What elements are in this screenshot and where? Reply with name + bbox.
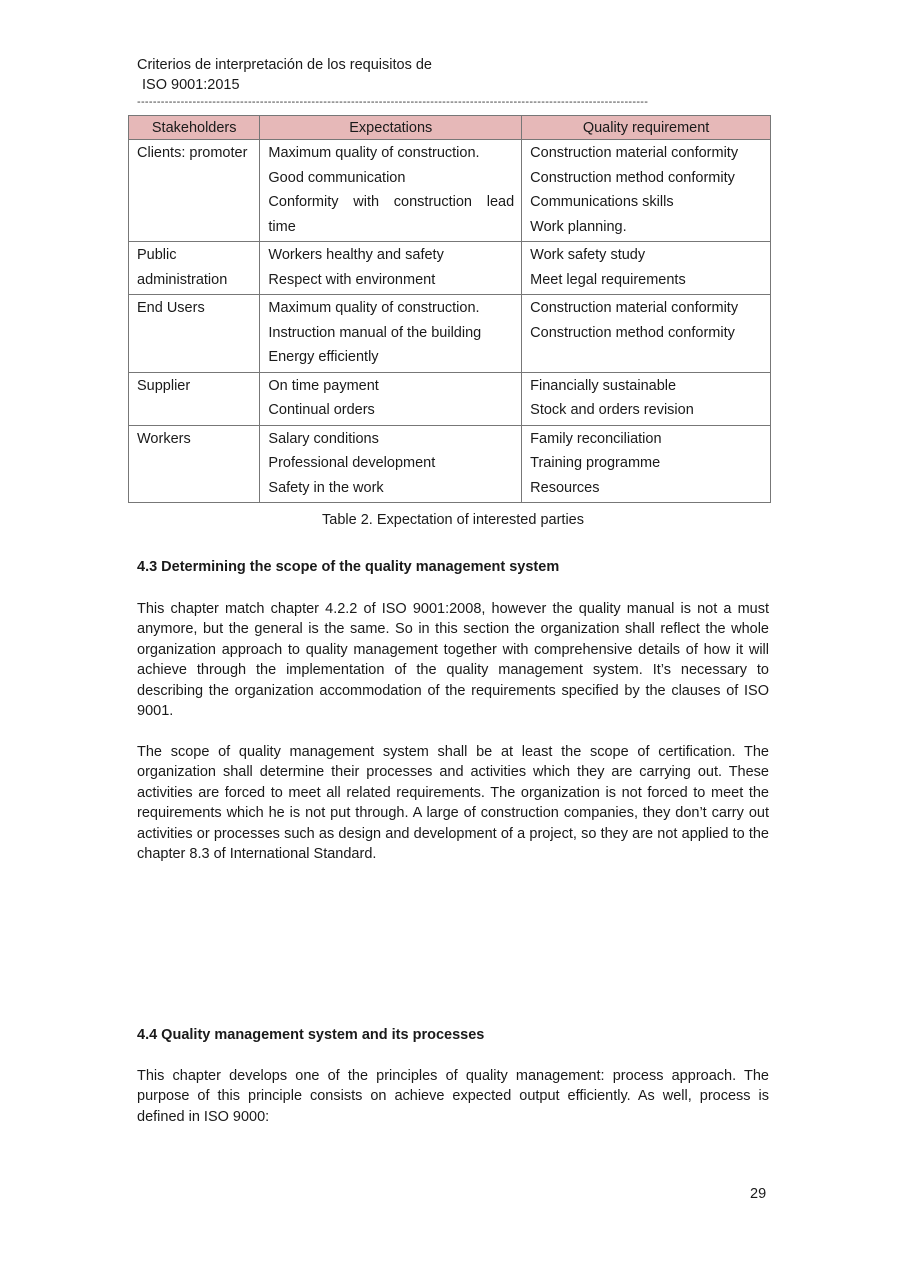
cell-line: Work planning. [530,218,627,235]
table-caption: Table 2. Expectation of interested parties [322,512,584,528]
cell-line: Public [137,247,177,263]
cell-line: Clients: promoter [137,145,248,161]
cell-line: Good communication [268,169,406,186]
cell-line: Construction method conformity [530,324,735,341]
expectations-cell [260,242,522,295]
requirements-cell [522,372,771,425]
column-header-expectations: Expectations [260,116,522,140]
cell-line: time [268,218,296,235]
section-heading-4-4: 4.4 Quality management system and its processes [137,1027,485,1043]
running-header [137,55,777,95]
cell-line: Instruction manual of the building [268,324,482,341]
cell-line: Stock and orders revision [530,402,694,418]
cell-line: Resources [530,479,600,496]
table-header-row [129,116,771,140]
cell-line: administration [137,271,228,288]
stakeholder-cell [129,372,260,425]
cell-line: End Users [137,300,205,316]
cell-line: Continual orders [268,402,375,418]
section-4-3-paragraph-1: This chapter match chapter 4.2.2 of ISO 9001:2008, however the quality manual is not a must anymore, but the general is the same. So in this section the organization shall reflect the whole organization approach to quality management together with comprehensive details of how it will achieve through the implementation of the quality management system. It’s necessary to describing the organization accommodation of the requirements specified by the clauses of ISO 9001. [137,601,769,720]
section-4-4-paragraph-1: This chapter develops one of the principles of quality management: process approach. The purpose of this principle consists on achieve expected output efficiently. As well, process is defined in ISO 9000: [137,1068,769,1125]
expectations-cell [260,140,522,242]
cell-line: Construction material conformity [530,145,739,161]
table-row [129,425,771,503]
header-title-line2: ISO 9001:2015 [142,77,240,93]
cell-line: Construction material conformity [530,300,739,316]
cell-line: Financially sustainable [530,377,677,394]
cell-line: Energy efficiently [268,349,379,365]
cell-line: Communications skills [530,194,674,210]
stakeholder-cell [129,242,260,295]
cell-line: Workers [137,430,191,447]
header-title-line1: Criterios de interpretación de los requisitos de [137,57,432,73]
cell-line: Workers healthy and safety [268,247,444,263]
stakeholder-cell [129,140,260,242]
stakeholder-cell [129,425,260,503]
requirements-cell [522,242,771,295]
page-number: 29 [750,1186,767,1202]
requirements-cell [522,140,771,242]
cell-line: Training programme [530,455,661,471]
cell-line: Construction method conformity [530,169,735,186]
cell-line: On time payment [268,377,379,394]
expectations-cell [260,372,522,425]
expectations-cell [260,425,522,503]
cell-line: Professional development [268,455,436,471]
cell-line: Safety in the work [268,479,384,496]
requirements-cell [522,425,771,503]
cell-line: Maximum quality of construction. [268,145,480,161]
cell-line: Maximum quality of construction. [268,300,480,316]
table-row [129,372,771,425]
section-heading-4-3: 4.3 Determining the scope of the quality management system [137,559,560,575]
cell-line: Work safety study [530,247,646,263]
cell-line: Family reconciliation [530,430,662,447]
expectations-cell [260,295,522,373]
stakeholder-cell [129,295,260,373]
header-divider: --------------------------------------------------------------------------------------------------------------------------------- [137,96,649,108]
column-header-stakeholders: Stakeholders [129,116,260,140]
cell-line: Respect with environment [268,271,436,288]
cell-line: Conformity with construction lead [268,194,515,210]
cell-line: Salary conditions [268,430,379,447]
table-row [129,140,771,242]
requirements-cell [522,295,771,373]
stakeholders-table [128,115,771,503]
column-header-quality-requirement: Quality requirement [522,116,771,140]
table-row [129,295,771,373]
table-row [129,242,771,295]
cell-line: Supplier [137,377,191,394]
cell-line: Meet legal requirements [530,271,686,288]
section-4-3-paragraph-2: The scope of quality management system shall be at least the scope of certification. The organization shall determine their processes and activities which they are carrying out. These activities are forced to meet all related requirements. The organization is not forced to meet the requirements which he is not put through. A large of construction companies, they don’t carry out activities or processes such as design and development of a project, so they are not applied to the chapter 8.3 of International Standard. [137,744,769,863]
